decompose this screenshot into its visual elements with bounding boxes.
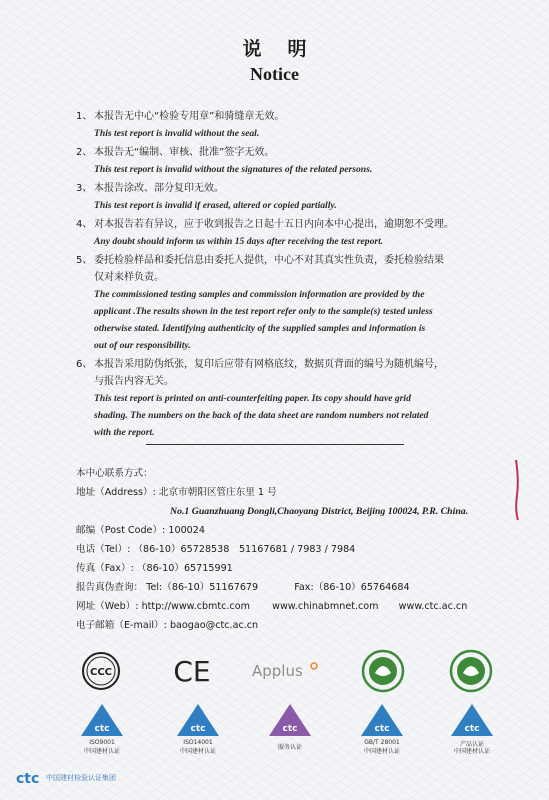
notice-text-en: out of our responsibility.: [94, 340, 191, 351]
notice-text-cn: 对本报告若有异议，应于收到报告之日起十五日内向本中心提出，逾期恕不受理。: [94, 219, 454, 230]
notice-item-1: [76, 108, 506, 142]
web-link-ctc[interactable]: www.ctc.ac.cn: [398, 601, 468, 612]
notice-number: 6、: [76, 359, 93, 370]
notice-number: 5、: [76, 255, 93, 266]
green-certification-seal-2: [448, 648, 494, 694]
notice-text-cn: 本报告无“编制、审核、批准”签字无效。: [94, 147, 275, 158]
ctc-text: ctc: [374, 724, 390, 734]
applus-logo: [250, 656, 320, 686]
notice-item-2: [76, 144, 506, 178]
notice-number: 2、: [76, 147, 93, 158]
logo-caption-sub: 中国建材认证: [453, 748, 490, 755]
logo-caption: GB/T 28001: [364, 739, 400, 746]
tel-row: [76, 540, 506, 559]
web-label: 网址（Web）:: [76, 601, 139, 612]
notice-text-cn: 本报告无中心“检验专用章”和骑缝章无效。: [94, 111, 285, 122]
svg-text:ctc: ctc: [16, 771, 40, 786]
postcode-value: 100024: [168, 525, 205, 536]
notice-text-en: This test report is invalid without the signatures of the related persons.: [94, 164, 373, 175]
title-english: Notice: [250, 64, 299, 84]
tel-value: （86-10）65728538 51167681 / 7983 / 7984: [133, 544, 356, 555]
email-label: 电子邮箱（E-mail）:: [76, 620, 167, 631]
notice-item-4: [76, 216, 506, 250]
notice-text-en: Any doubt should inform us within 15 days after receiving the test report.: [94, 236, 384, 247]
notice-text-en: The commissioned testing samples and commission information are provided by the: [94, 289, 425, 300]
footer-org-name: 中国建材检验认证集团: [46, 774, 116, 782]
logo-caption-sub: 中国建材认证: [83, 748, 120, 755]
logo-caption-sub: 中国建材认证: [179, 748, 216, 755]
ctc-service-logo: [266, 702, 314, 738]
web-link-chinabmnet[interactable]: www.chinabmnet.com: [272, 601, 379, 612]
logo-caption: ISO14001: [183, 739, 213, 746]
ctc-text: ctc: [464, 724, 480, 734]
fax-value: （86-10）65715991: [136, 563, 233, 574]
notice-text-en: This test report is printed on anti-counterfeiting paper. Its copy should have grid: [94, 393, 411, 404]
report-verify-tel: Tel:（86-10）51167679: [146, 582, 259, 593]
notice-text-en: with the report.: [94, 427, 155, 438]
notice-number: 1、: [76, 111, 93, 122]
address-en: No.1 Guanzhuang Dongli,Chaoyang District, Beijing 100024, P.R. China.: [170, 506, 469, 517]
address-label: 地址（Address）:: [76, 487, 156, 498]
notice-list: [76, 108, 506, 443]
web-row: [76, 597, 506, 616]
notice-item-6: [76, 356, 506, 441]
notice-text-en: shading. The numbers on the back of the data sheet are random numbers not related: [94, 410, 429, 421]
ctc-text: ctc: [190, 724, 206, 734]
address-row: [76, 483, 506, 502]
contact-heading: 本中心联系方式：: [76, 468, 153, 479]
title-chinese: 说明: [242, 38, 333, 60]
green-certification-seal-1: [360, 648, 406, 694]
section-divider: [146, 444, 404, 445]
notice-text-en: This test report is invalid without the seal.: [94, 128, 260, 139]
ctc-iso9001-logo: [78, 702, 126, 738]
ccc-logo: [80, 650, 122, 692]
fax-label: 传真（Fax）:: [76, 563, 134, 574]
ctc-text: ctc: [94, 724, 110, 734]
ctc-footer-icon: [16, 770, 46, 786]
ccc-text: CCC: [89, 667, 113, 678]
postcode-label: 邮编（Post Code）:: [76, 525, 166, 536]
email-row: [76, 616, 506, 635]
contact-section: [76, 464, 506, 635]
applus-text: Applus: [252, 662, 303, 680]
ce-text: CE: [173, 655, 211, 688]
logo-caption-sub: 服务认证: [277, 744, 302, 751]
ctc-gbt28001-logo: [358, 702, 406, 738]
notice-text-cn: 本报告涂改、部分复印无效。: [94, 183, 224, 194]
notice-number: 3、: [76, 183, 93, 194]
notice-text-cn: 本报告采用防伪纸张，复印后应带有网格底纹，数据页背面的编号为随机编号，: [94, 359, 444, 370]
notice-text-en: applicant .The results shown in the test report refer only to the sample(s) tested unless: [94, 306, 433, 317]
logo-caption: ISO9001: [89, 739, 115, 746]
postcode-row: [76, 521, 506, 540]
notice-text-cn: 委托检验样品和委托信息由委托人提供，中心不对其真实性负责，委托检验结果: [94, 255, 444, 266]
ce-logo: [170, 652, 214, 690]
notice-text-cn-cont: 与报告内容无关。: [94, 376, 174, 387]
notice-text-en: otherwise stated. Identifying authenticity of the supplied samples and information is: [94, 323, 426, 334]
notice-item-3: [76, 180, 506, 214]
tel-label: 电话（Tel）:: [76, 544, 131, 555]
report-verify-fax: Fax:（86-10）65764684: [294, 582, 410, 593]
report-verify-row: [76, 578, 506, 597]
footer-brand: [16, 770, 116, 786]
notice-item-5: [76, 252, 506, 354]
notice-text-en: This test report is invalid if erased, altered or copied partially.: [94, 200, 337, 211]
logo-caption: 产品认证: [459, 741, 484, 748]
ctc-iso14001-logo: [174, 702, 222, 738]
seal-edge-mark: [512, 460, 520, 520]
address-cn: 北京市朝阳区管庄东里 1 号: [158, 487, 277, 498]
ctc-text: ctc: [282, 724, 298, 734]
notice-number: 4、: [76, 219, 93, 230]
email-link[interactable]: baogao@ctc.ac.cn: [169, 620, 259, 631]
logo-caption-sub: 中国建材认证: [363, 748, 400, 755]
web-link-cbmtc[interactable]: http://www.cbmtc.com: [141, 601, 250, 612]
fax-row: [76, 559, 506, 578]
report-verify-label: 报告真伪查询：: [76, 582, 144, 593]
ctc-product-logo: [448, 702, 496, 738]
notice-text-cn-cont: 仅对来样负责。: [94, 272, 164, 283]
